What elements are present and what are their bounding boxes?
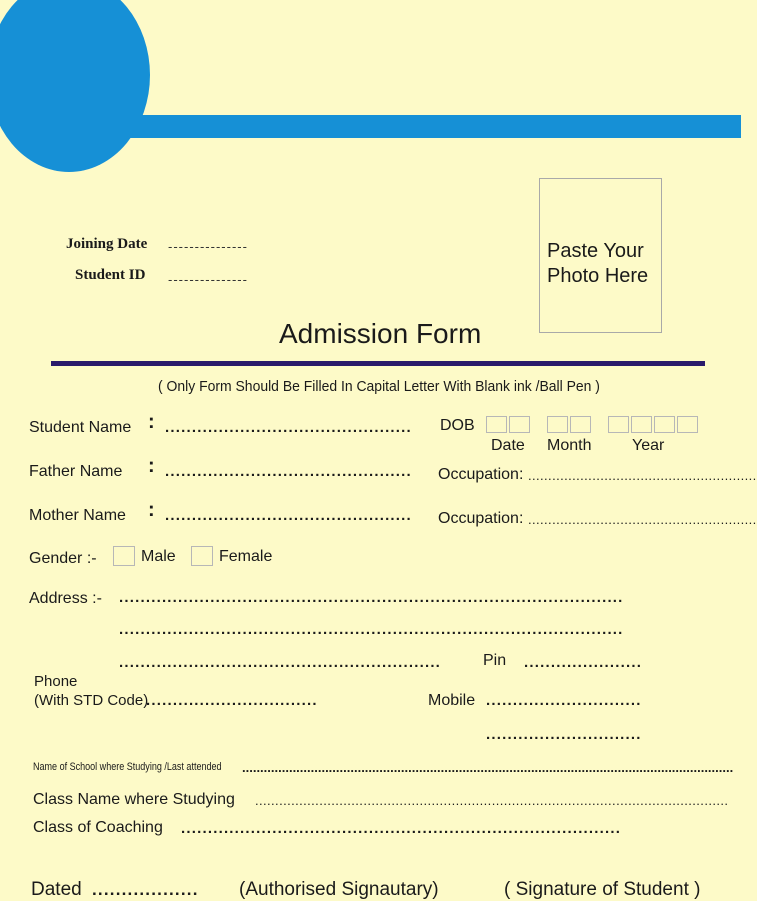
phone-label: Phone [34, 673, 78, 690]
father-name-label: Father Name [29, 463, 123, 480]
dob-date-box[interactable] [509, 416, 530, 433]
address-label: Address :- [29, 590, 102, 607]
school-field[interactable]: ........................................................................................................................................ [242, 760, 734, 775]
occupation-label: Occupation: [438, 466, 524, 483]
dob-label: DOB [440, 417, 475, 434]
address-line-2[interactable]: .............................................................................................. [119, 621, 624, 638]
dob-month-box[interactable] [547, 416, 568, 433]
coaching-label: Class of Coaching [33, 819, 163, 836]
dob-year-box[interactable] [608, 416, 629, 433]
joining-date-label: Joining Date [66, 236, 148, 252]
photo-box[interactable]: Paste Your Photo Here [539, 178, 662, 333]
decorative-circle [0, 0, 150, 172]
mobile-field[interactable]: ............................. [486, 692, 642, 709]
mother-name-field[interactable]: .............................................. [165, 507, 412, 524]
pin-field[interactable]: ...................... [524, 654, 643, 671]
father-name-field[interactable]: .............................................. [165, 463, 412, 480]
class-name-label: Class Name where Studying [33, 791, 235, 808]
pin-label: Pin [483, 652, 507, 669]
student-signature-label: ( Signature of Student ) [504, 879, 701, 900]
dated-field[interactable]: .................. [92, 880, 199, 899]
coaching-field[interactable]: .................................................................................. [181, 820, 622, 837]
address-line-1[interactable]: .............................................................................................. [119, 589, 624, 606]
mobile-label: Mobile [428, 692, 476, 709]
dob-year-box[interactable] [654, 416, 675, 433]
dob-year-label: Year [632, 437, 665, 454]
class-name-field[interactable]: ...................................................................................................................... [255, 793, 729, 808]
dob-date-label: Date [491, 437, 525, 454]
dob-year-box[interactable] [677, 416, 698, 433]
student-id-label: Student ID [75, 267, 146, 283]
decorative-band [110, 115, 741, 138]
dob-month-label: Month [547, 437, 592, 454]
female-label: Female [219, 548, 273, 565]
dob-year-box[interactable] [631, 416, 652, 433]
colon: : [148, 455, 155, 477]
colon: : [148, 411, 155, 433]
school-label: Name of School where Studying /Last attended [33, 761, 222, 773]
form-title: Admission Form [279, 318, 482, 349]
dob-month-box[interactable] [570, 416, 591, 433]
authorised-signatory-label: (Authorised Signautary) [239, 879, 439, 900]
phone-std-label: (With STD Code) [34, 692, 149, 709]
student-name-label: Student Name [29, 419, 132, 436]
mother-occupation-field[interactable]: ......................................................... [528, 512, 757, 527]
title-divider [51, 361, 705, 366]
male-checkbox[interactable] [113, 546, 135, 566]
female-checkbox[interactable] [191, 546, 213, 566]
occupation-label: Occupation: [438, 510, 524, 527]
joining-date-field[interactable]: --------------- [168, 239, 248, 254]
father-occupation-field[interactable]: ......................................................... [528, 468, 757, 483]
student-id-field[interactable]: --------------- [168, 272, 248, 287]
student-name-field[interactable]: .............................................. [165, 419, 412, 436]
address-line-3[interactable]: ............................................................ [119, 654, 442, 671]
mother-name-label: Mother Name [29, 507, 126, 524]
gender-label: Gender :- [29, 550, 97, 567]
instruction-text: ( Only Form Should Be Filled In Capital Letter With Blank ink /Ball Pen ) [158, 378, 600, 395]
phone-field[interactable]: ................................ [146, 692, 318, 709]
dated-label: Dated [31, 879, 82, 900]
male-label: Male [141, 548, 176, 565]
dob-date-box[interactable] [486, 416, 507, 433]
mobile-field-2[interactable]: ............................. [486, 726, 642, 743]
colon: : [148, 499, 155, 521]
